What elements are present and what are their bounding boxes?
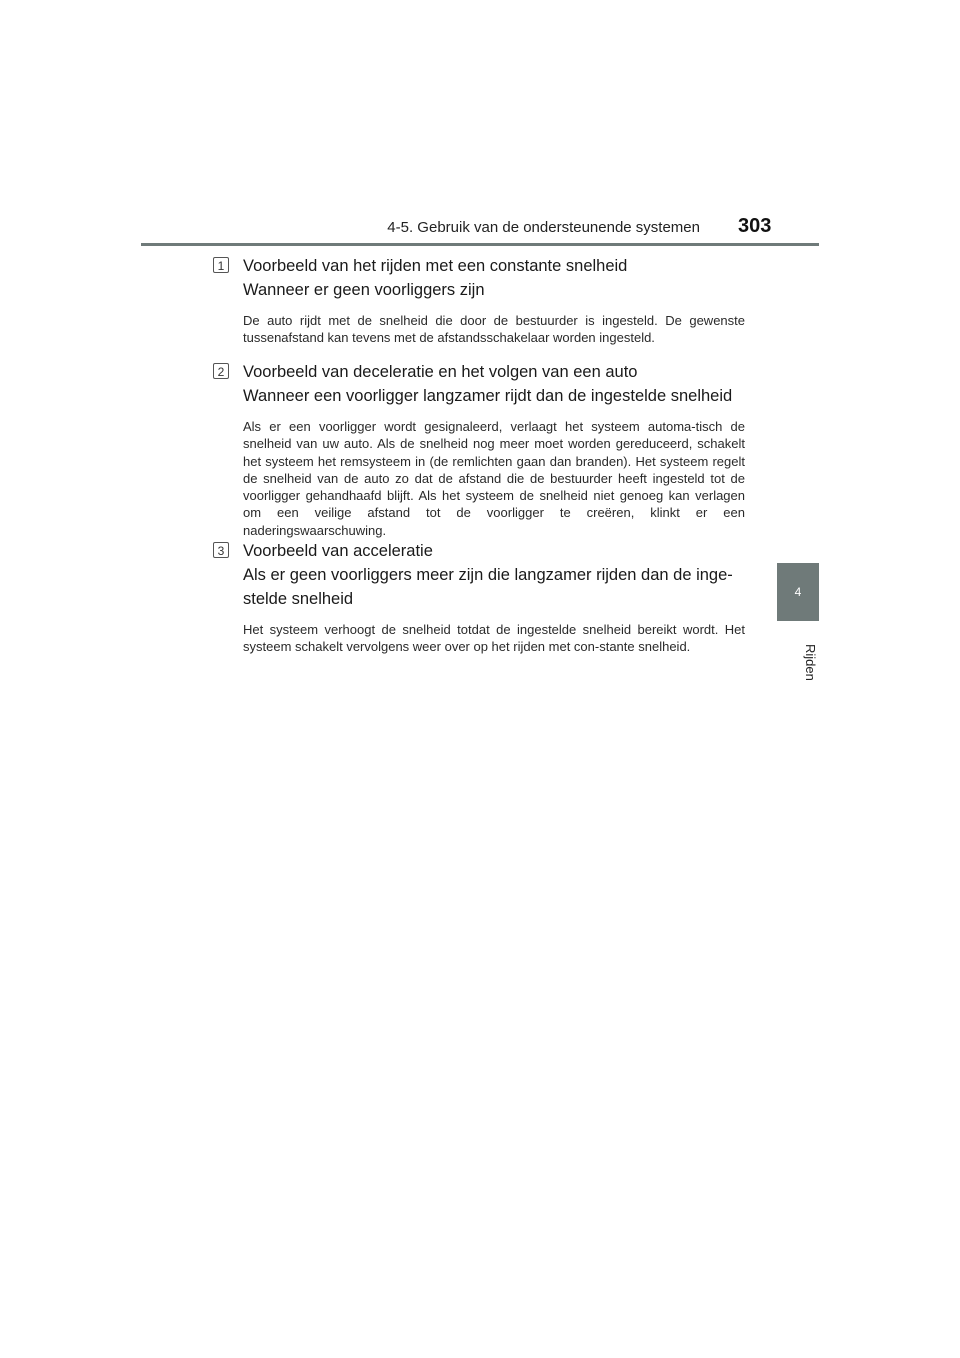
item-title: Voorbeeld van deceleratie en het volgen van een auto: [243, 363, 638, 381]
list-item: [213, 360, 745, 539]
item-number-badge: 3: [213, 542, 229, 558]
item-subtitle: Wanneer er geen voorliggers zijn: [243, 281, 485, 299]
item-subtitle: Wanneer een voorligger langzamer rijdt dan de ingestelde snelheid: [243, 387, 733, 405]
chapter-tab: 4: [777, 563, 819, 621]
item-body: De auto rijdt met de snelheid die door de bestuurder is ingesteld. De gewenste tussenafstand kan tevens met de afstandsschakelaar worden ingesteld.: [243, 313, 745, 346]
list-item: [213, 254, 745, 347]
item-title: Voorbeeld van het rijden met een constante snelheid: [243, 257, 628, 275]
item-subtitle: Als er geen voorliggers meer zijn die langzamer rijden dan de inge-stelde snelheid: [243, 566, 733, 608]
section-title: 4-5. Gebruik van de ondersteunende systemen: [387, 219, 700, 236]
item-body: Het systeem verhoogt de snelheid totdat de ingestelde snelheid bereikt wordt. Het systeem schakelt vervolgens weer over op het rijden met con-stante snelheid.: [243, 622, 745, 655]
item-body: Als er een voorligger wordt gesignaleerd, verlaagt het systeem automa-tisch de snelheid van uw auto. Als de snelheid nog meer moet worden gereduceerd, schakelt het systeem het remsysteem in (de remlichten gaan dan branden). Het systeem regelt de snelheid van de auto zo dat de afstand die de bestuurder heeft ingesteld tot de voorligger gehandhaafd blijft. Als het systeem de snelheid niet genoeg kan verlagen om een veilige afstand tot de voorligger te creëren, klinkt er een naderingswaarschuwing.: [243, 419, 745, 538]
item-number-badge: 2: [213, 363, 229, 379]
item-number-badge: 1: [213, 257, 229, 273]
list-item: [213, 539, 745, 656]
header-divider: [141, 243, 819, 246]
item-title: Voorbeeld van acceleratie: [243, 542, 433, 560]
chapter-label: Rijden: [803, 643, 818, 681]
page-number: 303: [738, 215, 772, 237]
